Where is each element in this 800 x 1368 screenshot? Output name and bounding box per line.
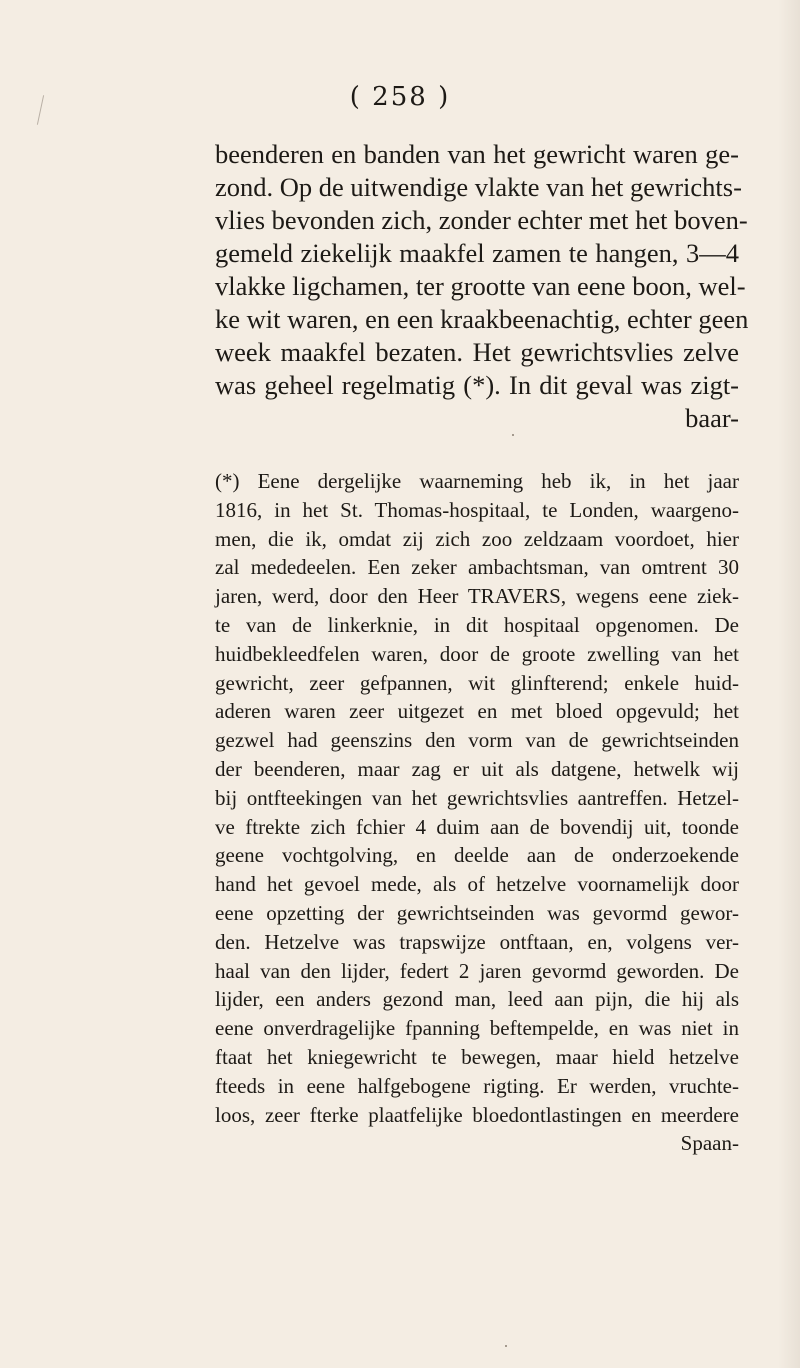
body-line: was geheel regelmatig (*). In dit geval was zigt- <box>215 370 739 400</box>
body-line: vlakke ligchamen, ter grootte van eene boon, wel- <box>215 271 746 301</box>
footnote-line: der beenderen, maar zag er uit als datgene, hetwelk wij <box>215 756 739 781</box>
footnote-line: fteeds in eene halfgebogene rigting. Er werden, vruchte- <box>215 1073 739 1098</box>
footnote-line: haal van den lijder, federt 2 jaren gevormd geworden. De <box>215 958 739 983</box>
body-line: week maakfel bezaten. Het gewrichtsvlies zelve <box>215 337 739 367</box>
footnote-line: 1816, in het St. Thomas-hospitaal, te Londen, waargeno- <box>215 497 739 522</box>
footnote-line: aderen waren zeer uitgezet en met bloed opgevuld; het <box>215 699 739 724</box>
body-line: gemeld ziekelijk maakfel zamen te hangen, 3—4 <box>215 238 739 268</box>
footnote-line: gewricht, zeer gefpannen, wit glinfterend; enkele huid- <box>215 670 739 695</box>
footnote-line: ftaat het kniegewricht te bewegen, maar hield hetzelve <box>215 1044 739 1069</box>
body-line: vlies bevonden zich, zonder echter met het boven- <box>215 205 748 235</box>
footnote-line: huidbekleedfelen waren, door de groote zwelling van het <box>215 641 739 666</box>
footnote-line: gezwel had geenszins den vorm van de gewrichtseinden <box>215 728 739 753</box>
footnote-line: bij ontfteekingen van het gewrichtsvlies aantreffen. Hetzel- <box>215 785 739 810</box>
footnote-line: hand het gevoel mede, als of hetzelve voornamelijk door <box>215 872 739 897</box>
footnote-line: geene vochtgolving, en deelde aan de onderzoekende <box>215 843 739 868</box>
footnote-catchword: Spaan- <box>680 1131 739 1156</box>
body-line: beenderen en banden van het gewricht waren ge- <box>215 139 739 169</box>
footnote-line: te van de linkerknie, in dit hospitaal opgenomen. De <box>215 612 739 637</box>
footnote-line: eene opzetting der gewrichtseinden was gevormd gewor- <box>215 900 739 925</box>
paper-blemish <box>505 1345 507 1347</box>
body-text <box>215 138 749 435</box>
footnote-line: men, die ik, omdat zij zich zoo zeldzaam voordoet, hier <box>215 526 739 551</box>
page-number: ( 258 ) <box>349 82 451 112</box>
footnote-line: (*) Eene dergelijke waarneming heb ik, in het jaar <box>215 469 739 493</box>
body-line: ke wit waren, en een kraakbeenachtig, echter geen <box>215 304 749 334</box>
catchword: baar- <box>685 403 739 433</box>
body-line: zond. Op de uitwendige vlakte van het gewrichts- <box>215 172 742 202</box>
footnote-line: ve ftrekte zich fchier 4 duim aan de bovendij uit, toonde <box>215 814 739 839</box>
footnote-line: eene onverdragelijke fpanning beftempelde, en was niet in <box>215 1016 739 1041</box>
footnote <box>215 467 739 1158</box>
footnote-line: den. Hetzelve was trapswijze ontftaan, en, volgens ver- <box>215 929 739 954</box>
page-edge-shadow <box>778 0 800 1368</box>
paper-blemish <box>512 434 514 436</box>
footnote-line: lijder, een anders gezond man, leed aan pijn, die hij als <box>215 987 739 1012</box>
footnote-line: loos, zeer fterke plaatfelijke bloedontlastingen en meerdere <box>215 1102 739 1127</box>
footnote-line: zal mededeelen. Een zeker ambachtsman, van omtrent 30 <box>215 555 739 580</box>
footnote-line: jaren, werd, door den Heer TRAVERS, wegens eene ziek- <box>215 584 739 609</box>
